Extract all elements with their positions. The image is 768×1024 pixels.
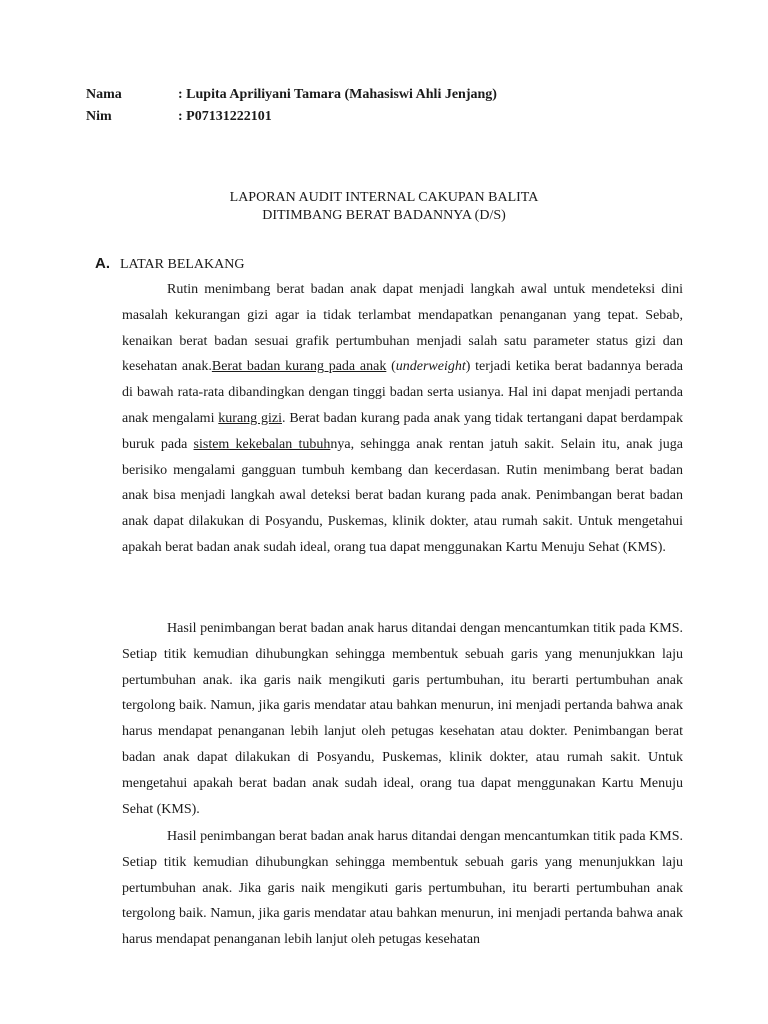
paragraph-3 [122, 824, 683, 953]
link-kurang-gizi[interactable]: kurang gizi [218, 410, 282, 426]
section-title: LATAR BELAKANG [120, 257, 245, 272]
link-sistem-kekebalan-tubuh[interactable]: sistem kekebalan tubuh [193, 436, 331, 452]
paragraph-3-text: Hasil penimbangan berat badan anak harus ditandai dengan mencantumkan titik pada KMS. Setiap titik kemudian dihubungkan sehingga membentuk sebuah garis yang menunjukkan laju pertumbuhan anak. Jika garis naik mengikuti garis pertumbuhan, itu berarti pertumbuhan anak tergolong baik. Namun, jika garis mendatar atau bahkan menurun, ini menjadi pertanda bahwa anak harus mendapat penanganan lebih lanjut oleh petugas kesehatan [122, 829, 683, 948]
paragraph-2-text: Hasil penimbangan berat badan anak harus ditandai dengan mencantumkan titik pada KMS. Setiap titik kemudian dihubungkan sehingga membentuk sebuah garis yang menunjukkan laju pertumbuhan anak. ika garis naik mengikuti garis pertumbuhan, itu berarti pertumbuhan anak tergolong baik. Namun, jika garis mendatar atau bahkan menurun, ini menjadi pertanda bahwa anak harus mendapat penanganan lebih lanjut oleh petugas kesehatan atau dokter. Penimbangan berat badan anak dapat dilakukan di Posyandu, Puskemas, klinik dokter, atau rumah sakit. Untuk mengetahui apakah berat badan anak sudah ideal, orang tua dapat menggunakan Kartu Menuju Sehat (KMS). [122, 621, 683, 817]
name-label: Nama [86, 87, 122, 102]
paragraph-1-text-a: Rutin menimbang berat badan anak dapat menjadi langkah awal untuk mendeteksi dini masalah kekurangan gizi agar ia tidak terlambat mendapatkan penanganan yang tepat. Sebab, kenaikan berat badan sesuai grafik pertumbuhan menjadi salah satu parameter status gizi dan kesehatan anak. [122, 282, 683, 375]
paragraph-1: Rutin menimbang berat badan anak dapat menjadi langkah awal untuk mendeteksi dini masalah kekurangan gizi agar ia tidak terlambat mendapatkan penanganan yang tepat. Sebab, kenaikan berat badan sesuai grafik pertumbuhan menjadi salah satu parameter status gizi dan kesehatan anak.Berat badan kurang pada anak (underweight) terjadi ketika berat badannya berada di bawah rata-rata dibandingkan dengan tinggi badan serta usianya. Hal ini dapat menjadi pertanda anak mengalami kurang gizi. Berat badan kurang pada anak yang tidak tertangani dapat berdampak buruk pada sistem kekebalan tubuhnya, sehingga anak rentan jatuh sakit. Selain itu, anak juga berisiko mengalami gangguan tumbuh kembang dan kecerdasan. Rutin menimbang berat badan anak bisa menjadi langkah awal deteksi berat badan kurang pada anak. Penimbangan berat badan anak dapat dilakukan di Posyandu, Puskemas, klinik dokter, atau rumah sakit. Untuk mengetahui apakah berat badan anak sudah ideal, orang tua dapat menggunakan Kartu Menuju Sehat (KMS). [122, 282, 683, 555]
document-title-line-1: LAPORAN AUDIT INTERNAL CAKUPAN BALITA [229, 190, 539, 205]
section-heading [95, 254, 244, 275]
document-title-line-2: DITIMBANG BERAT BADANNYA (D/S) [262, 208, 506, 223]
name-row [86, 85, 497, 105]
italic-underweight: underweight [395, 359, 466, 375]
nim-label: Nim [86, 109, 112, 124]
nim-row [86, 107, 272, 127]
paragraph-2 [122, 616, 683, 822]
section-letter: A. [95, 255, 110, 272]
nim-value: : P07131222101 [178, 109, 272, 124]
name-value: : Lupita Apriliyani Tamara (Mahasiswi Ahli Jenjang) [178, 87, 497, 102]
link-berat-badan-kurang[interactable]: Berat badan kurang pada anak [211, 359, 387, 375]
